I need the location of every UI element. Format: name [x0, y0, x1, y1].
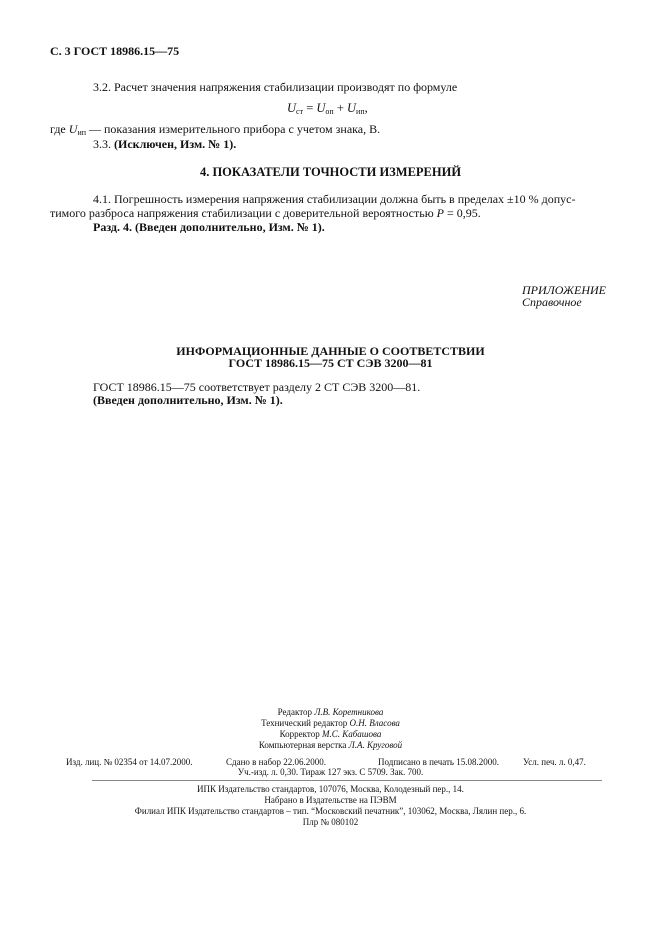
imprint-license: Изд. лиц. № 02354 от 14.07.2000.: [66, 757, 193, 767]
paragraph-3-3-number: 3.3.: [93, 137, 114, 151]
imprint-tech-editor: [0, 718, 661, 728]
appendix-note: (Введен дополнительно, Изм. № 1).: [93, 393, 283, 407]
layout-name: Л.А. Круговой: [348, 740, 403, 750]
page-header: С. 3 ГОСТ 18986.15—75: [50, 44, 180, 58]
formula-term2-sub: ип: [356, 107, 365, 116]
imprint-publisher: ИПК Издательство стандартов, 107076, Москва, Колодезный пер., 14.: [197, 784, 464, 794]
imprint-signed: Подписано в печать 15.08.2000.: [378, 757, 500, 767]
imprint-corrector: [0, 729, 661, 739]
imprint-sheets: Усл. печ. л. 0,47.: [523, 757, 586, 767]
imprint-typeset: Набрано в Издательстве на ПЭВМ: [264, 795, 397, 805]
paragraph-3-2: 3.2. Расчет значения напряжения стабилизации производят по формуле: [93, 80, 458, 94]
appendix-title-line2: ГОСТ 18986.15—75 СТ СЭВ 3200—81: [228, 356, 433, 370]
where-text: — показания измерительного прибора с учетом знака, В.: [86, 122, 381, 136]
section-4-title: 4. ПОКАЗАТЕЛИ ТОЧНОСТИ ИЗМЕРЕНИЙ: [199, 165, 462, 179]
where-symbol: U: [68, 122, 78, 136]
formula-explanation: [50, 122, 380, 137]
imprint-editor: [0, 707, 661, 717]
editor-name: Л.В. Коретникова: [314, 707, 384, 717]
formula-lhs-sub: ст: [296, 107, 304, 116]
imprint-run-info: Уч.-изд. л. 0,30. Тираж 127 экз. С 5709. Зак. 700.: [237, 767, 424, 777]
formula-term2: U: [347, 101, 357, 115]
formula-plus: +: [333, 101, 348, 115]
formula-term1: U: [316, 101, 326, 115]
where-prefix: где: [50, 122, 69, 136]
corrector-name: М.С. Кабашова: [321, 729, 382, 739]
paragraph-3-3: [93, 137, 236, 152]
imprint-plr: Плр № 080102: [302, 817, 359, 827]
tech-editor-role: Технический редактор: [261, 718, 350, 728]
paragraph-4-1-text: тимого разброса напряжения стабилизации с доверительной вероятностью: [50, 206, 437, 220]
imprint-layout: [0, 740, 661, 750]
appendix-title-line1: ИНФОРМАЦИОННЫЕ ДАННЫЕ О СООТВЕТСТВИИ: [176, 344, 485, 358]
paragraph-4-1-line1: 4.1. Погрешность измерения напряжения стабилизации должна быть в пределах ±10 % допус-: [93, 192, 576, 206]
appendix-sublabel: Справочное: [522, 295, 582, 309]
editor-role: Редактор: [277, 707, 315, 717]
imprint-branch: Филиал ИПК Издательство стандартов – тип. “Московский печатник”, 103062, Москва, Лялин пер., 6.: [134, 806, 527, 816]
corrector-role: Корректор: [279, 729, 322, 739]
formula-term1-sub: оп: [325, 107, 334, 116]
formula: [287, 101, 368, 116]
imprint-sent: Сдано в набор 22.06.2000.: [226, 757, 327, 767]
formula-end: ,: [364, 101, 368, 115]
probability-symbol: P: [436, 206, 444, 220]
where-symbol-sub: ип: [77, 128, 86, 137]
probability-value: = 0,95.: [444, 206, 481, 220]
appendix-text: ГОСТ 18986.15—75 соответствует разделу 2 СТ СЭВ 3200—81.: [93, 380, 421, 394]
formula-eq: =: [303, 101, 317, 115]
formula-lhs: U: [287, 101, 297, 115]
section-4-note: Разд. 4. (Введен дополнительно, Изм. № 1).: [93, 220, 325, 234]
layout-role: Компьютерная верстка: [258, 740, 349, 750]
appendix-label: ПРИЛОЖЕНИЕ: [522, 283, 606, 297]
paragraph-3-3-text: (Исключен, Изм. № 1).: [114, 137, 237, 151]
imprint-divider: [92, 780, 602, 781]
tech-editor-name: О.Н. Власова: [349, 718, 400, 728]
paragraph-4-1-line2: [50, 206, 481, 221]
